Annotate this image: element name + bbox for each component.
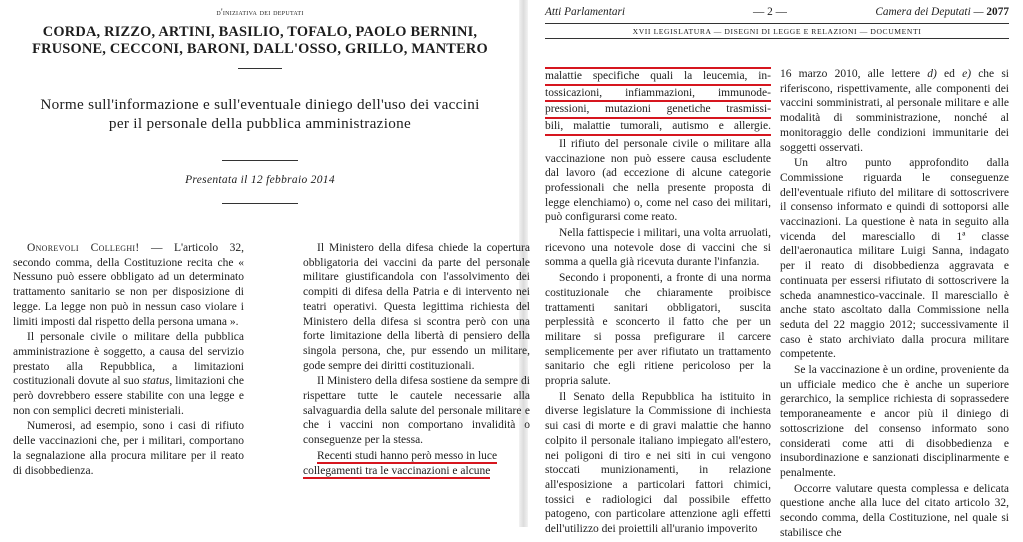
divider-above-date bbox=[222, 160, 298, 161]
document-title bbox=[0, 95, 520, 133]
paragraph: Occorre valutare questa complessa e delicata questione anche alla luce del citato articolo 32, secondo comma, della Costituzione, nel quale si stabilisce che bbox=[780, 482, 1009, 539]
paragraph: Nella fattispecie i militari, una volta arruolati, ricevono una notevole dose di vaccini che si somma a quella già ricevuta durante l'infanzia. bbox=[545, 227, 771, 269]
document-number: 2077 bbox=[986, 6, 1009, 18]
header-rule-top bbox=[545, 23, 1009, 24]
highlighted-block bbox=[545, 67, 771, 136]
authors-line-1: CORDA, RIZZO, ARTINI, BASILIO, TOFALO, PAOLO BERNINI, bbox=[42, 24, 478, 40]
subheader: XVII LEGISLATURA — DISEGNI DI LEGGE E RELAZIONI — DOCUMENTI bbox=[632, 27, 922, 36]
title-line-1: Norme sull'informazione e sull'eventuale diniego dell'uso dei vaccini bbox=[40, 96, 480, 113]
short-divider bbox=[238, 68, 282, 69]
initiative-line: d'iniziativa dei deputati bbox=[216, 7, 304, 17]
highlighted-paragraph bbox=[303, 449, 530, 478]
salutation: Onorevoli Colleghi! bbox=[27, 242, 140, 254]
highlight-line-3: pressioni, mutazioni genetiche trasmissi- bbox=[545, 102, 771, 119]
paragraph: Secondo i proponenti, a fronte di una norma costituzionale che chiaramente proibisce trattamenti sanitari obbligatori, suscita perplessità e sconcerto il fatto che per un militare si possa prefigurare il carcere semplicemente per aver rifiutato un trattamento sanitario che egli ritiene pericoloso per la propria salute. bbox=[545, 272, 771, 388]
right-column-1 bbox=[545, 67, 771, 538]
paragraph: Un altro punto approfondito dalla Commissione riguarda le conseguenze dell'eventuale rifiuto del militare di sottoscrivere il consenso informato e quindi di sottoporsi alle vaccinazioni. La questione è nata in seguito alla vicenda del maresciallo di 1ª classe dell'aeronautica militare Luigi Sanna, indagato per il reato di disobbedienza aggravata e continuata per essersi rifiutato di sottoscrivere la scheda anamnestico-vaccinale. Il maresciallo è anche stato ascoltato dalla Commissione nella seduta del 22 maggio 2012; successivamente il caso è stato archiviato dalla procura militare competente. bbox=[780, 157, 1009, 361]
highlight-line-4: bili, malattie tumorali, autismo e allergie. bbox=[545, 120, 771, 133]
paragraph: Onorevoli Colleghi! — L'articolo 32, secondo comma, della Costituzione recita che « Nessuno può essere obbligato ad un determinato trattamento sanitario se non per disposizione di legge. La legge non può in nessun caso violare i limiti imposti dal rispetto della persona umana ». bbox=[13, 242, 244, 328]
divider-below-date bbox=[222, 203, 298, 204]
highlight-line-2: tossicazioni, infiammazioni, immunode- bbox=[545, 86, 771, 103]
page-number: — 2 — bbox=[753, 6, 787, 18]
paragraph: Numerosi, ad esempio, sono i casi di rifiuto delle vaccinazioni che, per i militari, comportano la segnalazione alla procura militare per il reato di disobbedienza. bbox=[13, 420, 244, 477]
highlight-underline-2: collegamenti tra le vaccinazioni e alcune bbox=[303, 464, 491, 477]
highlight-line-1: malattie specifiche quali la leucemia, in- bbox=[545, 69, 771, 86]
header-right: Camera dei Deputati — 2077 bbox=[875, 6, 1009, 18]
authors-line-2: FRUSONE, CECCONI, BARONI, DALL'OSSO, GRILLO, MANTERO bbox=[32, 41, 488, 57]
paragraph: Il Senato della Repubblica ha istituito in diverse legislature la Commissione di inchiesta sui casi di morte e di gravi malattie che hanno colpito il personale italiano impiegato all'estero, nei poligoni di tiro e nei siti in cui vengono stoccati munizionamenti, in relazione all'esposizione a particolari fattori chimici, tossici e radiologici dal possibile effetto patogeno, con particolare attenzione agli effetti dell'utilizzo dei proiettili all'uranio impoverito bbox=[545, 390, 771, 536]
paragraph: Il rifiuto del personale civile o militare alla vaccinazione non può essere causa escludente dal lavoro (ad eccezione di alcune categorie professionali che nella presente proposta di legge elenchiamo) o, come nel caso dei militari, può configurarsi come reato. bbox=[545, 137, 771, 224]
left-column-2 bbox=[303, 241, 530, 479]
paragraph: Il personale civile o militare della pubblica amministrazione è soggetto, a causa del servizio prestato alla Repubblica, a limitazioni costituzionali dovute al suo status, limitazioni che però dovrebbero essere stabilite con una legge e non con semplici decreti ministeriali. bbox=[13, 331, 244, 417]
paragraph: 16 marzo 2010, alle lettere d) ed e) che si riferiscono, rispettivamente, alle componenti dei vaccini somministrati, al personale militare e alle modalità di somministrazione, nonché al monitoraggio delle condizioni immunitarie dei soggetti osservati. bbox=[780, 68, 1010, 154]
paragraph: Il Ministero della difesa sostiene da sempre di rispettare tutte le cautele necessarie alla salvaguardia della salute del personale militare e che i vaccini non comportano invalidità o conseguenze per la stessa. bbox=[303, 375, 530, 447]
header-left: Atti Parlamentari bbox=[545, 6, 626, 18]
title-line-2: per il personale della pubblica amministrazione bbox=[108, 115, 412, 132]
header-rule-bottom bbox=[545, 38, 1009, 39]
authors-list bbox=[0, 24, 520, 58]
highlight-underline-1: Recenti studi hanno però messo in luce bbox=[317, 449, 498, 462]
left-column-1 bbox=[13, 241, 244, 479]
right-column-2 bbox=[780, 67, 1009, 542]
presentation-date: Presentata il 12 febbraio 2014 bbox=[185, 174, 335, 186]
paragraph: Il Ministero della difesa chiede la copertura obbligatoria dei vaccini da parte del personale militare giustificandola con l'assolvimento dei compiti di difesa della Patria e di intervento nei teatri operativi. Questa legittima richiesta del Ministero della difesa si scontra però con una forte limitazione della libertà di pensiero della singola persona, che, pur essendo un militare, gode sempre dei diritti costituzionali. bbox=[303, 242, 530, 372]
paragraph: Se la vaccinazione è un ordine, proveniente da un ufficiale medico che è anche un superiore gerarchico, la semplice richiesta di soprassedere temporaneamente e ancor più il diniego di sottoscrizione del consenso informato sono considerati come atti di disobbedienza e insubordinazione e sanzionati disciplinarmente e penalmente. bbox=[780, 364, 1009, 479]
